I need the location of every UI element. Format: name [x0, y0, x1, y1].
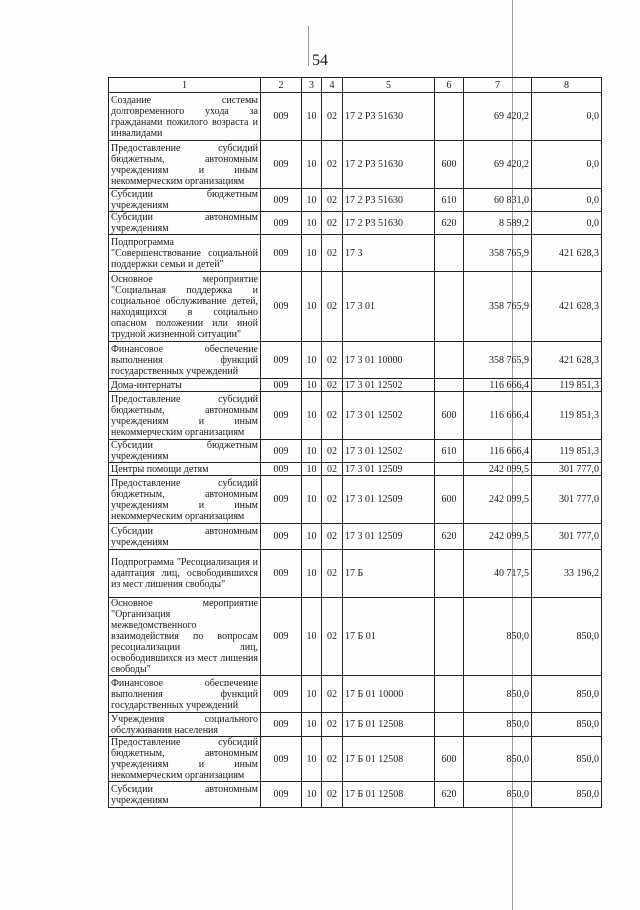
cell-amount-1: 242 099,5: [464, 463, 532, 476]
table-row: [109, 189, 602, 212]
cell-target-article: 17 2 Р3 51630: [343, 189, 435, 212]
cell-expense-type: [435, 342, 464, 379]
cell-name: Финансовое обеспечение выполнения функций государственных учреждений: [109, 342, 261, 379]
cell-name: Подпрограмма "Совершенствование социальной поддержки семьи и детей": [109, 235, 261, 272]
cell-subsection: 02: [322, 440, 343, 463]
cell-amount-2: 421 628,3: [532, 272, 602, 342]
cell-section: 10: [302, 676, 322, 713]
table-row: [109, 392, 602, 440]
cell-subsection: 02: [322, 141, 343, 189]
cell-amount-2: 301 777,0: [532, 476, 602, 524]
cell-section: 10: [302, 212, 322, 235]
cell-section: 10: [302, 476, 322, 524]
table-row: [109, 463, 602, 476]
cell-target-article: 17 Б 01 12508: [343, 713, 435, 737]
cell-grbs: 009: [261, 189, 302, 212]
cell-name: Основное мероприятие "Социальная поддержка и социальное обслуживание детей, находящихся в социально опасном положении или иной трудной жизненной ситуации": [109, 272, 261, 342]
cell-amount-2: 119 851,3: [532, 379, 602, 392]
cell-target-article: 17 3 01 12502: [343, 392, 435, 440]
cell-grbs: 009: [261, 476, 302, 524]
column-header: 8: [532, 78, 602, 93]
cell-section: 10: [302, 272, 322, 342]
cell-section: 10: [302, 235, 322, 272]
cell-expense-type: [435, 235, 464, 272]
cell-amount-1: 40 717,5: [464, 550, 532, 598]
cell-target-article: 17 3 01 10000: [343, 342, 435, 379]
cell-section: 10: [302, 141, 322, 189]
table-row: [109, 379, 602, 392]
cell-amount-1: 242 099,5: [464, 476, 532, 524]
cell-expense-type: [435, 713, 464, 737]
cell-name: Финансовое обеспечение выполнения функций государственных учреждений: [109, 676, 261, 713]
cell-grbs: 009: [261, 737, 302, 782]
column-header: 4: [322, 78, 343, 93]
cell-target-article: 17 Б 01 10000: [343, 676, 435, 713]
cell-subsection: 02: [322, 713, 343, 737]
cell-target-article: 17 3 01 12502: [343, 440, 435, 463]
cell-name: Субсидии автономным учреждениям: [109, 782, 261, 808]
cell-subsection: 02: [322, 476, 343, 524]
table-row: [109, 440, 602, 463]
cell-amount-1: 358 765,9: [464, 235, 532, 272]
table-row: [109, 782, 602, 808]
cell-amount-1: 8 589,2: [464, 212, 532, 235]
cell-grbs: 009: [261, 342, 302, 379]
cell-amount-1: 850,0: [464, 713, 532, 737]
cell-name: Учреждения социального обслуживания населения: [109, 713, 261, 737]
cell-expense-type: [435, 676, 464, 713]
cell-amount-1: 850,0: [464, 676, 532, 713]
column-header: 6: [435, 78, 464, 93]
cell-amount-2: 850,0: [532, 782, 602, 808]
cell-grbs: 009: [261, 598, 302, 676]
cell-amount-2: 0,0: [532, 93, 602, 141]
cell-expense-type: 620: [435, 212, 464, 235]
cell-section: 10: [302, 342, 322, 379]
cell-name: Предоставление субсидий бюджетным, автономным учреждениям и иным некоммерческим организациям: [109, 737, 261, 782]
cell-section: 10: [302, 524, 322, 550]
table-row: [109, 342, 602, 379]
cell-amount-2: 0,0: [532, 189, 602, 212]
cell-target-article: 17 3 01 12502: [343, 379, 435, 392]
cell-section: 10: [302, 782, 322, 808]
cell-amount-2: 301 777,0: [532, 524, 602, 550]
cell-amount-1: 358 765,9: [464, 342, 532, 379]
cell-amount-2: 850,0: [532, 737, 602, 782]
cell-amount-2: 33 196,2: [532, 550, 602, 598]
cell-amount-1: 116 666,4: [464, 440, 532, 463]
cell-expense-type: 600: [435, 141, 464, 189]
cell-expense-type: [435, 598, 464, 676]
cell-amount-2: 421 628,3: [532, 235, 602, 272]
table-row: [109, 476, 602, 524]
cell-amount-1: 69 420,2: [464, 93, 532, 141]
cell-section: 10: [302, 93, 322, 141]
cell-target-article: 17 Б 01 12508: [343, 737, 435, 782]
cell-amount-2: 119 851,3: [532, 440, 602, 463]
cell-subsection: 02: [322, 550, 343, 598]
cell-target-article: 17 3: [343, 235, 435, 272]
cell-name: Субсидии автономным учреждениям: [109, 524, 261, 550]
cell-grbs: 009: [261, 212, 302, 235]
cell-name: Предоставление субсидий бюджетным, автономным учреждениям и иным некоммерческим организациям: [109, 476, 261, 524]
table-row: [109, 212, 602, 235]
cell-amount-1: 116 666,4: [464, 392, 532, 440]
cell-grbs: 009: [261, 235, 302, 272]
cell-expense-type: [435, 272, 464, 342]
cell-expense-type: 600: [435, 737, 464, 782]
cell-grbs: 009: [261, 713, 302, 737]
cell-target-article: 17 3 01 12509: [343, 463, 435, 476]
cell-target-article: 17 Б: [343, 550, 435, 598]
budget-table: [108, 77, 602, 808]
cell-subsection: 02: [322, 379, 343, 392]
cell-name: Субсидии бюджетным учреждениям: [109, 440, 261, 463]
cell-target-article: 17 Б 01 12508: [343, 782, 435, 808]
cell-target-article: 17 Б 01: [343, 598, 435, 676]
cell-name: Предоставление субсидий бюджетным, автономным учреждениям и иным некоммерческим организациям: [109, 392, 261, 440]
cell-expense-type: 620: [435, 524, 464, 550]
cell-amount-2: 850,0: [532, 713, 602, 737]
table-header-row: [109, 78, 602, 93]
cell-amount-2: 0,0: [532, 141, 602, 189]
table-row: [109, 676, 602, 713]
cell-subsection: 02: [322, 598, 343, 676]
column-header: 5: [343, 78, 435, 93]
cell-subsection: 02: [322, 392, 343, 440]
cell-name: Предоставление субсидий бюджетным, автономным учреждениям и иным некоммерческим организациям: [109, 141, 261, 189]
cell-subsection: 02: [322, 212, 343, 235]
cell-target-article: 17 3 01: [343, 272, 435, 342]
cell-amount-1: 358 765,9: [464, 272, 532, 342]
cell-grbs: 009: [261, 93, 302, 141]
table-row: [109, 235, 602, 272]
cell-name: Создание системы долговременного ухода за гражданами пожилого возраста и инвалидами: [109, 93, 261, 141]
cell-amount-1: 850,0: [464, 737, 532, 782]
cell-subsection: 02: [322, 342, 343, 379]
cell-subsection: 02: [322, 463, 343, 476]
cell-amount-2: 119 851,3: [532, 392, 602, 440]
cell-amount-2: 301 777,0: [532, 463, 602, 476]
cell-grbs: 009: [261, 440, 302, 463]
cell-amount-1: 69 420,2: [464, 141, 532, 189]
cell-section: 10: [302, 598, 322, 676]
table-row: [109, 141, 602, 189]
cell-subsection: 02: [322, 235, 343, 272]
cell-section: 10: [302, 440, 322, 463]
cell-grbs: 009: [261, 272, 302, 342]
cell-amount-1: 242 099,5: [464, 524, 532, 550]
cell-name: Дома-интернаты: [109, 379, 261, 392]
cell-subsection: 02: [322, 782, 343, 808]
cell-expense-type: 610: [435, 189, 464, 212]
cell-name: Субсидии автономным учреждениям: [109, 212, 261, 235]
cell-name: Подпрограмма "Ресоциализация и адаптация лиц, освободившихся из мест лишения свободы": [109, 550, 261, 598]
column-header: 1: [109, 78, 261, 93]
column-header: 2: [261, 78, 302, 93]
table-row: [109, 524, 602, 550]
table-row: [109, 550, 602, 598]
table-body: [109, 93, 602, 808]
cell-section: 10: [302, 392, 322, 440]
cell-grbs: 009: [261, 379, 302, 392]
cell-expense-type: [435, 379, 464, 392]
cell-grbs: 009: [261, 676, 302, 713]
cell-amount-1: 850,0: [464, 598, 532, 676]
cell-section: 10: [302, 379, 322, 392]
cell-subsection: 02: [322, 272, 343, 342]
column-header: 7: [464, 78, 532, 93]
cell-target-article: 17 2 Р3 51630: [343, 212, 435, 235]
cell-section: 10: [302, 550, 322, 598]
cell-subsection: 02: [322, 737, 343, 782]
cell-grbs: 009: [261, 463, 302, 476]
cell-grbs: 009: [261, 141, 302, 189]
cell-expense-type: 600: [435, 476, 464, 524]
cell-target-article: 17 3 01 12509: [343, 476, 435, 524]
cell-amount-2: 850,0: [532, 676, 602, 713]
cell-subsection: 02: [322, 189, 343, 212]
column-header: 3: [302, 78, 322, 93]
cell-amount-2: 850,0: [532, 598, 602, 676]
cell-amount-1: 116 666,4: [464, 379, 532, 392]
table-row: [109, 713, 602, 737]
cell-expense-type: 620: [435, 782, 464, 808]
cell-grbs: 009: [261, 550, 302, 598]
cell-section: 10: [302, 737, 322, 782]
cell-target-article: 17 2 Р3 51630: [343, 141, 435, 189]
cell-name: Центры помощи детям: [109, 463, 261, 476]
cell-expense-type: [435, 550, 464, 598]
cell-name: Субсидии бюджетным учреждениям: [109, 189, 261, 212]
cell-amount-2: 0,0: [532, 212, 602, 235]
cell-grbs: 009: [261, 392, 302, 440]
table-row: [109, 598, 602, 676]
cell-subsection: 02: [322, 93, 343, 141]
cell-expense-type: [435, 463, 464, 476]
cell-subsection: 02: [322, 524, 343, 550]
cell-target-article: 17 3 01 12509: [343, 524, 435, 550]
cell-grbs: 009: [261, 524, 302, 550]
cell-expense-type: 610: [435, 440, 464, 463]
table-row: [109, 272, 602, 342]
table-row: [109, 737, 602, 782]
cell-expense-type: [435, 93, 464, 141]
cell-section: 10: [302, 463, 322, 476]
cell-grbs: 009: [261, 782, 302, 808]
cell-amount-2: 421 628,3: [532, 342, 602, 379]
cell-amount-1: 850,0: [464, 782, 532, 808]
cell-name: Основное мероприятие "Организация межведомственного взаимодействия по вопросам ресоциализации лиц, освободившихся из мест лишения свободы": [109, 598, 261, 676]
cell-target-article: 17 2 Р3 51630: [343, 93, 435, 141]
cell-section: 10: [302, 189, 322, 212]
table-row: [109, 93, 602, 141]
cell-subsection: 02: [322, 676, 343, 713]
cell-expense-type: 600: [435, 392, 464, 440]
page-number: 54: [312, 52, 328, 69]
cell-section: 10: [302, 713, 322, 737]
cell-amount-1: 60 831,0: [464, 189, 532, 212]
